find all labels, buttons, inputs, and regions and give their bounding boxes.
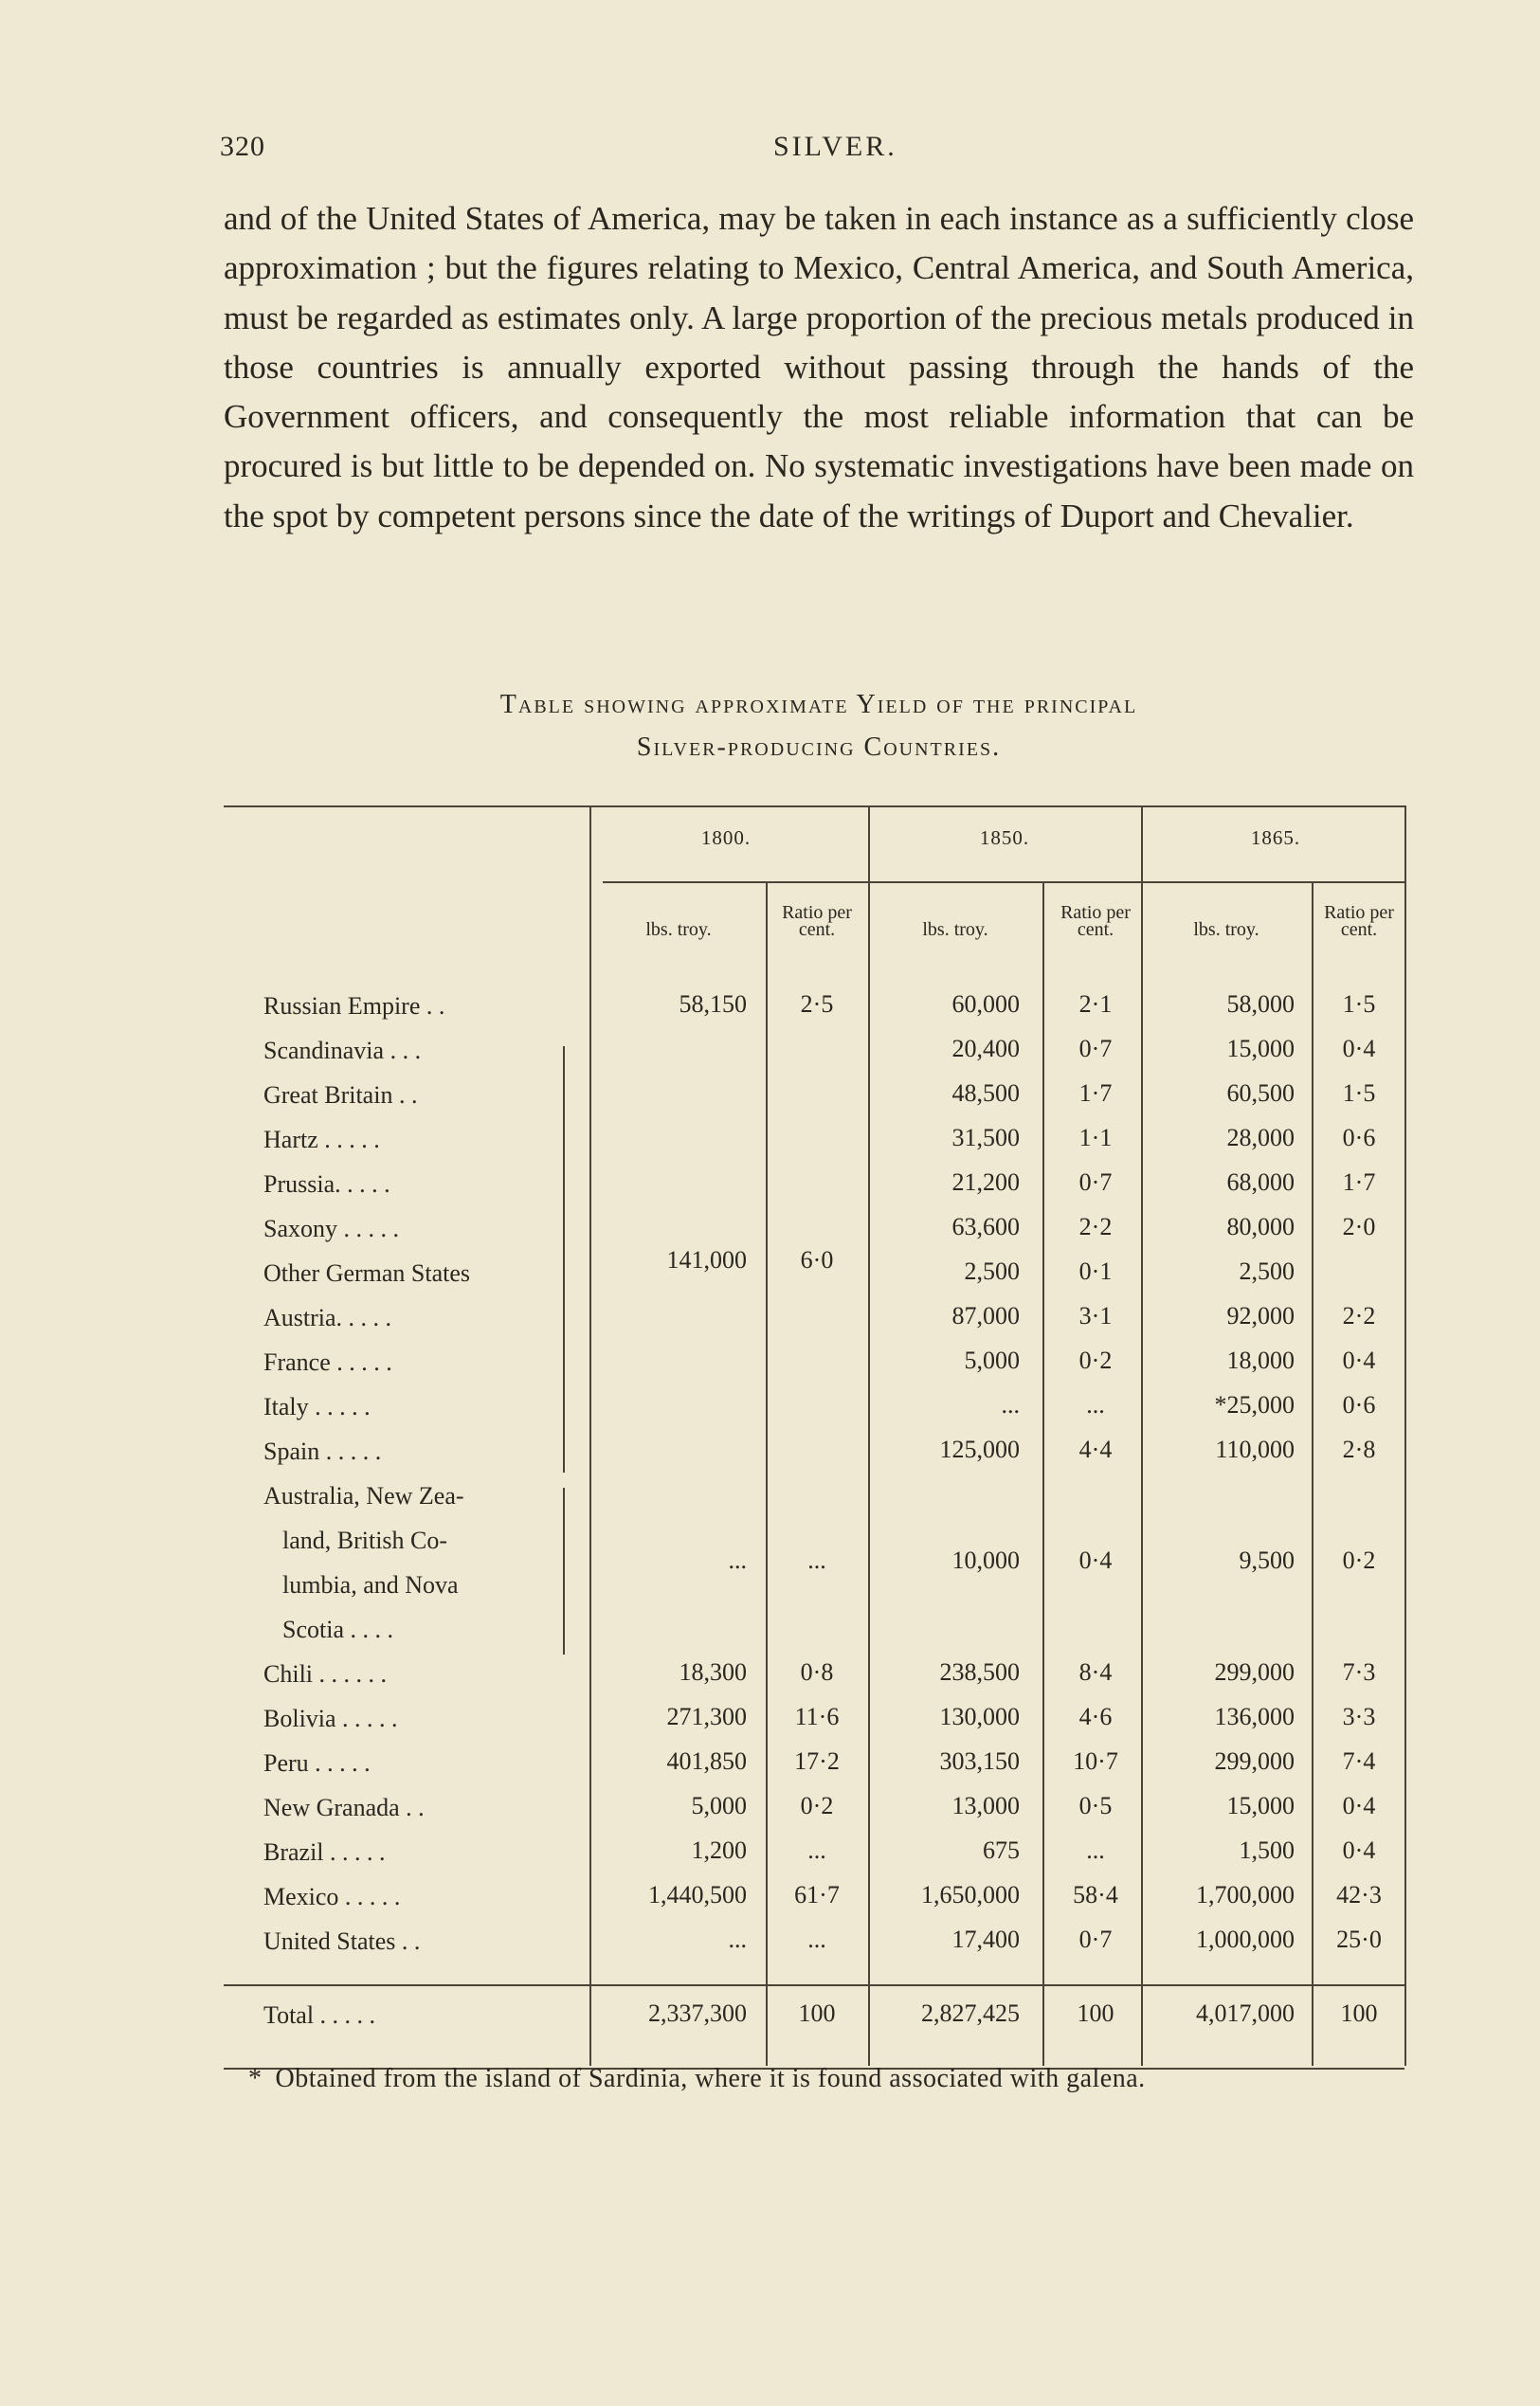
row-10-country: Spain . . . . . <box>263 1438 382 1465</box>
subheader-ratio: Ratio per cent. <box>1324 902 1394 940</box>
row2-0-lbs-1865: 299,000 <box>1214 1658 1295 1686</box>
year-1865-header: 1865. <box>1250 826 1301 849</box>
australia-lbs-1850: 10,000 <box>951 1547 1020 1574</box>
row-8-lbs-1865: 18,000 <box>1226 1347 1295 1374</box>
row2-1-ratio-1850: 4·6 <box>1078 1703 1113 1730</box>
row2-0-lbs-1850: 238,500 <box>939 1658 1020 1686</box>
row2-6-lbs-1865: 1,000,000 <box>1196 1926 1295 1953</box>
row2-6-ratio-1800: ... <box>807 1926 826 1953</box>
row-8-ratio-1850: 0·2 <box>1078 1347 1113 1374</box>
subheader-lbs: lbs. troy. <box>922 919 988 940</box>
row2-0-ratio-1850: 8·4 <box>1078 1658 1113 1686</box>
row2-6-ratio-1850: 0·7 <box>1078 1926 1113 1953</box>
col-rule-1800-mid <box>766 881 768 2066</box>
australia-line-1: land, British Co- <box>282 1527 448 1554</box>
australia-line-3: Scotia . . . . <box>282 1616 393 1643</box>
subheader-lbs: lbs. troy. <box>1193 919 1259 940</box>
row-1-ratio-1850: 0·7 <box>1078 1035 1113 1062</box>
total-country: Total . . . . . <box>263 2001 376 2029</box>
total-ratio-1850: 100 <box>1077 1999 1114 2027</box>
row-0-lbs-1865: 58,000 <box>1226 990 1295 1018</box>
footnote-text: Obtained from the island of Sardinia, where it is found associated with galena. <box>275 2064 1146 2093</box>
row-4-lbs-1850: 21,200 <box>951 1168 1020 1196</box>
row2-1-lbs-1850: 130,000 <box>939 1703 1020 1730</box>
row2-5-ratio-1865: 42·3 <box>1336 1881 1382 1909</box>
row-2-lbs-1850: 48,500 <box>951 1079 1020 1107</box>
row2-6-lbs-1800: ... <box>728 1926 747 1953</box>
row-7-lbs-1865: 92,000 <box>1226 1302 1295 1330</box>
australia-ratio-1850: 0·4 <box>1078 1547 1113 1574</box>
footnote-marker: * <box>248 2064 263 2093</box>
row2-2-ratio-1800: 17·2 <box>794 1747 840 1775</box>
australia-line-2: lumbia, and Nova <box>282 1571 459 1599</box>
row-0-ratio-1800: 2·5 <box>800 990 834 1018</box>
row2-3-ratio-1850: 0·5 <box>1078 1792 1113 1819</box>
total-ratio-1800: 100 <box>798 1999 836 2027</box>
row-4-ratio-1865: 1·7 <box>1342 1168 1376 1196</box>
row-0-lbs-1800: 58,150 <box>679 990 747 1018</box>
row2-2-ratio-1850: 10·7 <box>1073 1747 1118 1775</box>
running-head <box>0 131 1540 169</box>
year-1800-header: 1800. <box>700 826 752 849</box>
silver-yield-table <box>224 805 1408 2047</box>
row2-4-lbs-1800: 1,200 <box>691 1836 747 1864</box>
row2-2-country: Peru . . . . . <box>263 1749 371 1777</box>
row2-4-country: Brazil . . . . . <box>263 1838 386 1866</box>
group-lbs-1800: 141,000 <box>666 1246 747 1274</box>
row2-5-country: Mexico . . . . . <box>263 1883 401 1910</box>
row-9-lbs-1865: *25,000 <box>1214 1391 1295 1419</box>
row-9-country: Italy . . . . . <box>263 1393 371 1420</box>
row-1-ratio-1865: 0·4 <box>1342 1035 1376 1062</box>
row-0-ratio-1865: 1·5 <box>1342 990 1376 1018</box>
row2-0-country: Chili . . . . . . <box>263 1660 388 1688</box>
row-1-country: Scandinavia . . . <box>263 1037 422 1064</box>
row-2-ratio-1865: 1·5 <box>1342 1079 1376 1107</box>
row2-5-ratio-1800: 61·7 <box>794 1881 840 1909</box>
row2-1-lbs-1800: 271,300 <box>666 1703 747 1730</box>
row-1-lbs-1850: 20,400 <box>951 1035 1020 1062</box>
row2-6-lbs-1850: 17,400 <box>951 1926 1020 1953</box>
row-8-ratio-1865: 0·4 <box>1342 1347 1376 1374</box>
row2-4-ratio-1850: ... <box>1086 1836 1105 1864</box>
row-7-ratio-1865: 2·2 <box>1342 1302 1376 1330</box>
row2-2-ratio-1865: 7·4 <box>1342 1747 1376 1775</box>
row-3-ratio-1850: 1·1 <box>1078 1124 1113 1151</box>
running-title: SILVER. <box>773 131 897 162</box>
row2-3-ratio-1865: 0·4 <box>1342 1792 1376 1819</box>
row-10-lbs-1865: 110,000 <box>1215 1436 1295 1463</box>
row-7-ratio-1850: 3·1 <box>1078 1302 1113 1330</box>
body-paragraph: and of the United States of America, may be taken in each instance as a sufficiently close approximation ; but the figures relating to Mexico, Central America, and South America, must be regarded as estimates only. A large proportion of the precious metals produced in those countries is annually exported without passing through the hands of the Government officers, and consequently the most reliable information that can be procured is but little to be depended on. No systematic investigations have been made on the spot by competent persons since the date of the writings of Duport and Chevalier. <box>224 200 1414 534</box>
row-9-ratio-1850: ... <box>1086 1391 1105 1419</box>
row-5-country: Saxony . . . . . <box>263 1215 399 1242</box>
row-0-ratio-1850: 2·1 <box>1078 990 1113 1018</box>
row-6-lbs-1850: 2,500 <box>964 1257 1020 1285</box>
row-9-ratio-1865: 0·6 <box>1342 1391 1376 1419</box>
row2-1-ratio-1865: 3·3 <box>1342 1703 1376 1730</box>
row-4-lbs-1865: 68,000 <box>1226 1168 1295 1196</box>
row-3-lbs-1865: 28,000 <box>1226 1124 1295 1151</box>
row2-1-ratio-1800: 11·6 <box>794 1703 840 1730</box>
row2-3-lbs-1850: 13,000 <box>951 1792 1020 1819</box>
col-rule-1850-mid <box>1042 881 1044 2066</box>
row-8-country: France . . . . . <box>263 1348 392 1376</box>
row2-0-ratio-1865: 7·3 <box>1342 1658 1376 1686</box>
row2-6-country: United States . . <box>263 1927 421 1955</box>
row-6-lbs-1865: 2,500 <box>1239 1257 1295 1285</box>
row-0-lbs-1850: 60,000 <box>951 990 1020 1018</box>
row2-4-lbs-1850: 675 <box>983 1836 1020 1864</box>
australia-lbs-1865: 9,500 <box>1239 1547 1295 1574</box>
row-2-lbs-1865: 60,500 <box>1226 1079 1295 1107</box>
australia-lbs-1800: ... <box>728 1547 747 1574</box>
page-number: 320 <box>220 131 265 162</box>
subheader-ratio: Ratio per cent. <box>782 902 852 940</box>
row2-5-lbs-1800: 1,440,500 <box>648 1881 747 1909</box>
table-caption-line-1: Table showing approximate Yield of the principal <box>499 690 1138 719</box>
row2-0-ratio-1800: 0·8 <box>800 1658 834 1686</box>
row-6-ratio-1850: 0·1 <box>1078 1257 1113 1285</box>
subheader-lbs: lbs. troy. <box>645 919 712 940</box>
row-10-ratio-1850: 4·4 <box>1078 1436 1113 1463</box>
row-7-country: Austria. . . . . <box>263 1304 392 1331</box>
table-top-rule <box>224 805 1404 807</box>
year-1850-header: 1850. <box>979 826 1030 849</box>
row-3-lbs-1850: 31,500 <box>951 1124 1020 1151</box>
row-2-country: Great Britain . . <box>263 1081 418 1109</box>
row-5-lbs-1850: 63,600 <box>951 1213 1020 1240</box>
row-5-ratio-1850: 2·2 <box>1078 1213 1113 1240</box>
row-1-lbs-1865: 15,000 <box>1226 1035 1295 1062</box>
total-lbs-1850: 2,827,425 <box>921 1999 1020 2027</box>
row-7-lbs-1850: 87,000 <box>951 1302 1020 1330</box>
total-lbs-1800: 2,337,300 <box>648 1999 747 2027</box>
row-10-ratio-1865: 2·8 <box>1342 1436 1376 1463</box>
total-lbs-1865: 4,017,000 <box>1196 1999 1295 2027</box>
australia-ratio-1865: 0·2 <box>1342 1547 1376 1574</box>
group-ratio-1800: 6·0 <box>800 1246 834 1274</box>
row2-3-lbs-1800: 5,000 <box>691 1792 747 1819</box>
row-0-country: Russian Empire . . <box>263 992 445 1020</box>
year-header-rule <box>603 881 1404 883</box>
row-8-lbs-1850: 5,000 <box>964 1347 1020 1374</box>
row2-6-ratio-1865: 25·0 <box>1336 1926 1382 1953</box>
row2-1-country: Bolivia . . . . . <box>263 1705 398 1732</box>
row2-2-lbs-1800: 401,850 <box>666 1747 747 1775</box>
row2-4-ratio-1865: 0·4 <box>1342 1836 1376 1864</box>
row-4-country: Prussia. . . . . <box>263 1170 390 1198</box>
row2-5-lbs-1865: 1,700,000 <box>1196 1881 1295 1909</box>
row2-5-lbs-1850: 1,650,000 <box>921 1881 1020 1909</box>
row2-0-lbs-1800: 18,300 <box>679 1658 747 1686</box>
row-4-ratio-1850: 0·7 <box>1078 1168 1113 1196</box>
row-10-lbs-1850: 125,000 <box>939 1436 1020 1463</box>
row2-5-ratio-1850: 58·4 <box>1073 1881 1118 1909</box>
table-caption-line-2: Silver-producing Countries. <box>636 733 1002 762</box>
row2-3-ratio-1800: 0·2 <box>800 1792 834 1819</box>
footnote <box>248 2064 1146 2094</box>
row-9-lbs-1850: ... <box>1001 1391 1020 1419</box>
row-2-ratio-1850: 1·7 <box>1078 1079 1113 1107</box>
row2-2-lbs-1865: 299,000 <box>1214 1747 1295 1775</box>
row-6-country: Other German States <box>263 1259 471 1287</box>
row2-4-lbs-1865: 1,500 <box>1239 1836 1295 1864</box>
australia-ratio-1800: ... <box>807 1547 826 1574</box>
row2-1-lbs-1865: 136,000 <box>1214 1703 1295 1730</box>
subheader-ratio: Ratio per cent. <box>1060 902 1131 940</box>
australia-line-0: Australia, New Zea- <box>263 1482 464 1510</box>
row-5-ratio-1865: 2·0 <box>1342 1213 1376 1240</box>
total-rule-top <box>224 1984 1404 1986</box>
row2-3-lbs-1865: 15,000 <box>1226 1792 1295 1819</box>
row2-2-lbs-1850: 303,150 <box>939 1747 1020 1775</box>
row2-4-ratio-1800: ... <box>807 1836 826 1864</box>
total-ratio-1865: 100 <box>1340 1999 1378 2027</box>
col-rule-1865-mid <box>1312 881 1314 2066</box>
col-rule-right <box>1404 805 1406 2066</box>
row-3-ratio-1865: 0·6 <box>1342 1124 1376 1151</box>
row2-3-country: New Granada . . <box>263 1794 425 1821</box>
row-3-country: Hartz . . . . . <box>263 1126 380 1153</box>
row-5-lbs-1865: 80,000 <box>1226 1213 1295 1240</box>
